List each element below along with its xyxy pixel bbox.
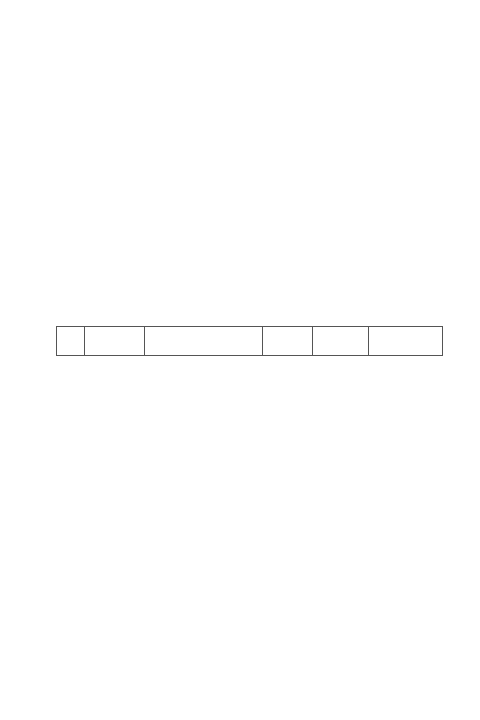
- expense-column-header: [313, 327, 369, 356]
- ledger-header-row: [57, 327, 443, 356]
- income-column-header: [263, 327, 313, 356]
- bottom-ledger-table: [56, 326, 443, 356]
- date-column-header: [85, 327, 145, 356]
- description-column-header: [145, 327, 263, 356]
- balance-column-header: [369, 327, 443, 356]
- year-month-cell: [57, 327, 85, 356]
